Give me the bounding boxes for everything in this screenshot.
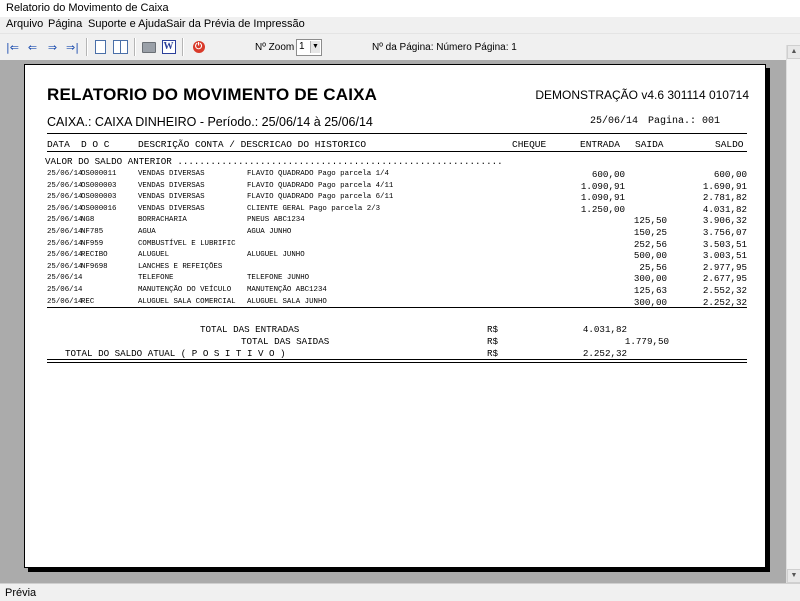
total-entradas-value: 4.031,82 bbox=[582, 324, 627, 335]
row-conta: LANCHES E REFEIÇÕES bbox=[138, 262, 223, 271]
row-doc: NF959 bbox=[81, 239, 104, 248]
menu-bar bbox=[0, 17, 800, 32]
row-date: 25/06/14 bbox=[47, 297, 83, 306]
row-conta: ALUGUEL SALA COMERCIAL bbox=[138, 297, 236, 306]
row-saldo: 2.677,95 bbox=[702, 273, 747, 285]
menu-sair-previa[interactable]: Sair da Prévia de Impressão bbox=[166, 18, 305, 30]
single-page-button[interactable] bbox=[92, 39, 109, 55]
table-row bbox=[25, 181, 765, 193]
row-historico: ALUGUEL JUNHO bbox=[247, 251, 305, 260]
row-historico: FLAVIO QUADRADO Pago parcela 4/11 bbox=[247, 181, 394, 190]
divider bbox=[47, 133, 747, 134]
row-doc: RECIBO bbox=[81, 251, 108, 260]
row-doc: OS000011 bbox=[81, 170, 117, 178]
total-saidas-label: TOTAL DAS SAIDAS bbox=[241, 336, 330, 347]
chevron-down-icon[interactable]: ▼ bbox=[310, 41, 320, 53]
row-entrada: 1.090,91 bbox=[580, 192, 625, 204]
row-date: 25/06/14 bbox=[47, 193, 83, 202]
row-entrada: 600,00 bbox=[591, 169, 625, 180]
two-pages-icon bbox=[113, 40, 128, 54]
last-page-button[interactable] bbox=[64, 39, 81, 55]
header-saida: SAIDA bbox=[635, 139, 664, 150]
divider bbox=[47, 307, 747, 308]
table-row bbox=[25, 273, 765, 285]
exit-button[interactable] bbox=[190, 39, 207, 55]
row-conta: ALUGUEL bbox=[138, 251, 170, 260]
report-title: RELATORIO DO MOVIMENTO DE CAIXA bbox=[47, 85, 378, 104]
row-conta: VENDAS DIVERSAS bbox=[138, 181, 205, 190]
zoom-label: Nº Zoom bbox=[255, 42, 295, 53]
page-number-label: Nº da Página: Número Página: 1 bbox=[372, 42, 517, 53]
previous-page-button[interactable] bbox=[24, 39, 41, 55]
row-conta: MANUTENÇÃO DO VEÍCULO bbox=[138, 286, 232, 294]
row-date: 25/06/14 bbox=[47, 228, 83, 236]
table-row bbox=[25, 192, 765, 204]
menu-pagina[interactable]: Página bbox=[48, 18, 83, 30]
header-descricao: DESCRIÇÃO CONTA / DESCRICAO DO HISTORICO bbox=[138, 139, 367, 150]
first-page-button[interactable] bbox=[4, 39, 21, 55]
report-subtitle: CAIXA.: CAIXA DINHEIRO - Período.: 25/06/14 à 25/06/14 bbox=[47, 115, 373, 129]
table-row bbox=[25, 215, 765, 227]
status-text: Prévia bbox=[5, 587, 37, 599]
total-entradas-currency: R$ bbox=[487, 324, 499, 335]
row-saldo: 2.977,95 bbox=[702, 261, 747, 273]
header-entrada: ENTRADA bbox=[580, 139, 620, 150]
divider bbox=[47, 151, 747, 152]
last-page-icon: ⇒| bbox=[66, 40, 79, 54]
window-titlebar bbox=[0, 0, 800, 18]
toolbar bbox=[0, 33, 800, 61]
row-saida: 125,50 bbox=[633, 215, 667, 227]
first-page-icon: |⇐ bbox=[6, 40, 19, 54]
row-historico: FLAVIO QUADRADO Pago parcela 6/11 bbox=[247, 193, 394, 202]
row-entrada: 1.250,00 bbox=[580, 203, 625, 215]
row-doc: OS000003 bbox=[81, 193, 117, 202]
table-row bbox=[25, 204, 765, 216]
row-historico: MANUTENÇÃO ABC1234 bbox=[247, 286, 327, 294]
next-page-button[interactable] bbox=[44, 39, 61, 55]
row-conta: VENDAS DIVERSAS bbox=[138, 204, 205, 213]
header-cheque: CHEQUE bbox=[512, 139, 547, 150]
row-date: 25/06/14 bbox=[47, 239, 83, 248]
toolbar-separator bbox=[86, 38, 88, 56]
row-saldo: 2.781,82 bbox=[702, 192, 747, 204]
header-data: DATA bbox=[47, 139, 70, 150]
row-date: 25/06/14 bbox=[47, 170, 83, 178]
single-page-icon bbox=[95, 40, 106, 54]
row-saida: 300,00 bbox=[633, 296, 667, 308]
row-doc: OS000016 bbox=[81, 204, 117, 213]
vertical-scrollbar[interactable] bbox=[786, 45, 800, 583]
toolbar-separator bbox=[134, 38, 136, 56]
header-saldo: SALDO bbox=[715, 139, 744, 150]
menu-suporte-ajuda[interactable]: Suporte e Ajuda bbox=[88, 18, 167, 30]
table-row bbox=[25, 285, 765, 297]
row-saldo: 3.906,32 bbox=[702, 215, 747, 227]
report-date: 25/06/14 bbox=[590, 116, 639, 127]
divider bbox=[47, 362, 747, 363]
row-conta: VENDAS DIVERSAS bbox=[138, 170, 205, 178]
row-saldo: 2.252,32 bbox=[702, 296, 747, 308]
row-saldo: 3.503,51 bbox=[702, 238, 747, 250]
total-saldo-value: 2.252,32 bbox=[582, 348, 627, 359]
row-saldo: 2.552,32 bbox=[702, 285, 747, 296]
row-date: 25/06/14 bbox=[47, 286, 83, 294]
row-conta: COMBUSTÍVEL E LUBRIFIC bbox=[138, 239, 236, 248]
export-word-button[interactable] bbox=[160, 39, 177, 55]
window-title: Relatorio do Movimento de Caixa bbox=[6, 2, 169, 14]
report-page bbox=[24, 64, 766, 568]
divider bbox=[47, 359, 747, 360]
row-date: 25/06/14 bbox=[47, 204, 83, 213]
row-saida: 500,00 bbox=[633, 250, 667, 262]
power-icon: ⏻ bbox=[193, 41, 205, 53]
row-saldo: 4.031,82 bbox=[702, 203, 747, 215]
zoom-value: 1 bbox=[299, 41, 305, 52]
row-doc: NF785 bbox=[81, 228, 104, 236]
menu-arquivo[interactable]: Arquivo bbox=[6, 18, 44, 30]
report-version: DEMONSTRAÇÃO v4.6 301114 010714 bbox=[535, 88, 749, 102]
scroll-down-icon[interactable]: ▼ bbox=[787, 569, 800, 583]
row-saldo: 3.003,51 bbox=[702, 250, 747, 262]
row-conta: AGUA bbox=[138, 228, 156, 236]
row-saldo: 600,00 bbox=[713, 169, 747, 180]
row-historico: PNEUS ABC1234 bbox=[247, 216, 305, 225]
total-saidas-currency: R$ bbox=[487, 336, 499, 347]
status-bar bbox=[0, 583, 800, 601]
table-row bbox=[25, 227, 765, 239]
report-page-number: Pagina.: 001 bbox=[648, 116, 721, 127]
row-historico: TELEFONE JUNHO bbox=[247, 274, 310, 283]
two-pages-button[interactable] bbox=[112, 39, 129, 55]
zoom-select[interactable] bbox=[296, 39, 322, 56]
table-row bbox=[25, 250, 765, 262]
table-row bbox=[25, 169, 765, 181]
row-conta: TELEFONE bbox=[138, 274, 174, 283]
table-row bbox=[25, 262, 765, 274]
row-date: 25/06/14 bbox=[47, 216, 83, 225]
saldo-anterior: VALOR DO SALDO ANTERIOR ........................................................... bbox=[45, 156, 503, 167]
header-doc: D O C bbox=[81, 139, 110, 150]
row-saldo: 1.690,91 bbox=[702, 180, 747, 192]
print-button[interactable] bbox=[140, 39, 157, 55]
table-row bbox=[25, 239, 765, 251]
row-date: 25/06/14 bbox=[47, 274, 83, 283]
row-doc: OS000003 bbox=[81, 181, 117, 190]
row-historico: CLIENTE GERAL Pago parcela 2/3 bbox=[247, 204, 381, 213]
row-doc: REC bbox=[81, 297, 95, 306]
row-date: 25/06/14 bbox=[47, 262, 83, 271]
row-doc: NG8 bbox=[81, 216, 95, 225]
row-historico: ALUGUEL SALA JUNHO bbox=[247, 297, 327, 306]
row-date: 25/06/14 bbox=[47, 181, 83, 190]
row-saida: 150,25 bbox=[633, 227, 667, 238]
previous-page-icon: ⇐ bbox=[27, 40, 38, 54]
row-date: 25/06/14 bbox=[47, 251, 83, 260]
total-saldo-currency: R$ bbox=[487, 348, 499, 359]
row-entrada: 1.090,91 bbox=[580, 180, 625, 192]
word-icon: W bbox=[163, 41, 174, 52]
toolbar-separator bbox=[182, 38, 184, 56]
row-historico: AGUA JUNHO bbox=[247, 228, 292, 236]
row-saida: 252,56 bbox=[633, 238, 667, 250]
scroll-up-icon[interactable]: ▲ bbox=[787, 45, 800, 59]
row-saida: 125,63 bbox=[633, 285, 667, 296]
next-page-icon: ⇒ bbox=[47, 40, 58, 54]
total-saldo-label: TOTAL DO SALDO ATUAL ( P O S I T I V O ) bbox=[65, 348, 286, 359]
row-conta: VENDAS DIVERSAS bbox=[138, 193, 205, 202]
total-entradas-label: TOTAL DAS ENTRADAS bbox=[200, 324, 300, 335]
row-saida: 25,56 bbox=[639, 261, 667, 273]
row-saldo: 3.756,07 bbox=[702, 227, 747, 238]
row-doc: NF9698 bbox=[81, 262, 108, 271]
total-saidas-value: 1.779,50 bbox=[624, 336, 669, 347]
printer-icon bbox=[142, 42, 156, 53]
row-conta: BORRACHARIA bbox=[138, 216, 187, 225]
row-saida: 300,00 bbox=[633, 273, 667, 285]
row-historico: FLAVIO QUADRADO Pago parcela 1/4 bbox=[247, 170, 389, 178]
